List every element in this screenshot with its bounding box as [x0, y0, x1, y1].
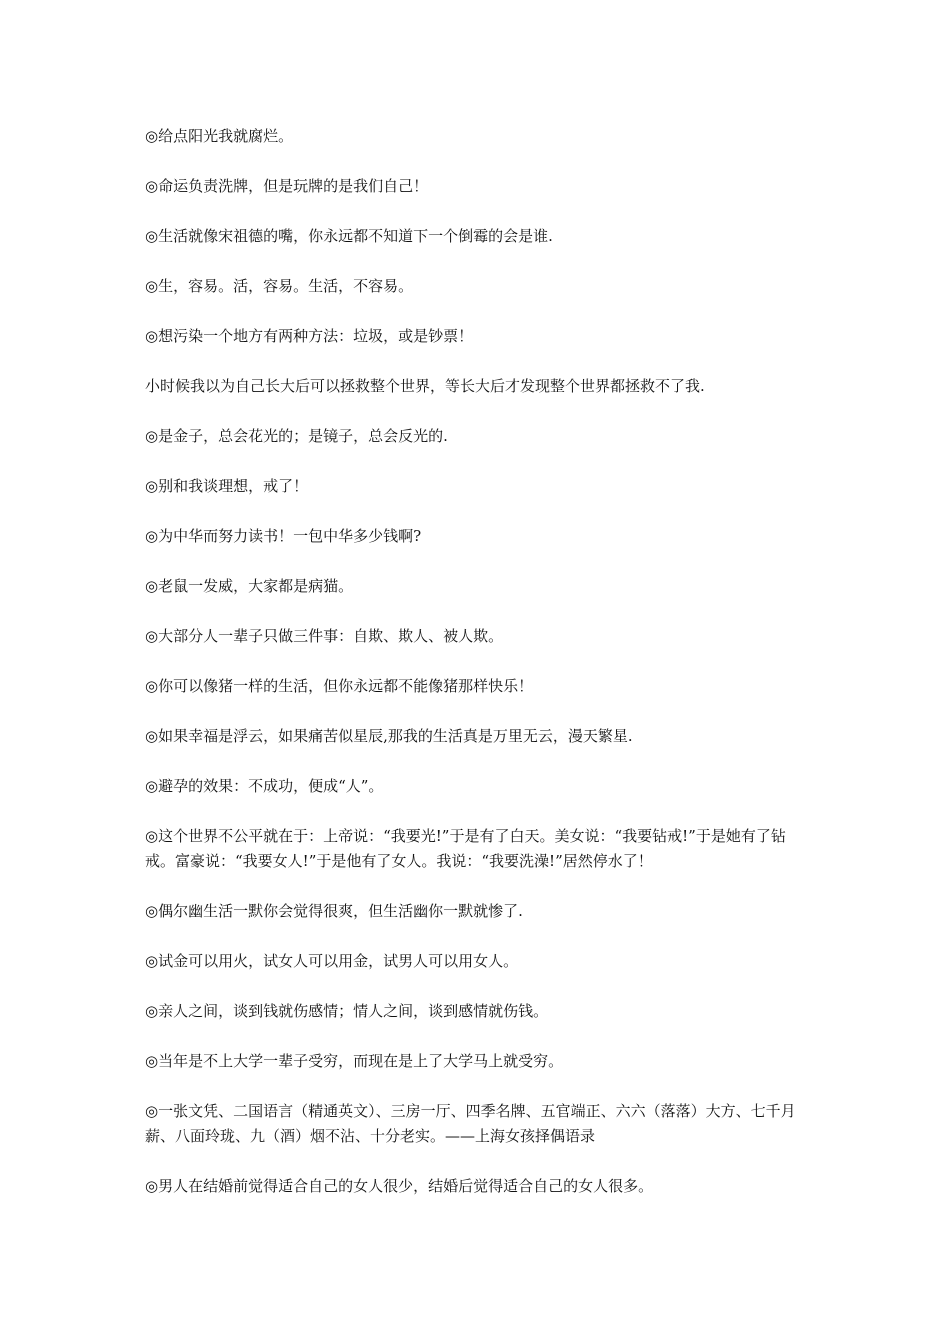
paragraph-6: 小时候我以为自己长大后可以拯救整个世界，等长大后才发现整个世界都拯救不了我. — [145, 377, 705, 395]
paragraph-10: ◎老鼠一发威，大家都是病猫。 — [145, 577, 354, 595]
paragraph-17: ◎试金可以用火，试女人可以用金，试男人可以用女人。 — [145, 952, 519, 970]
paragraph-19: ◎当年是不上大学一辈子受穷，而现在是上了大学马上就受穷。 — [145, 1052, 564, 1070]
paragraph-16: ◎偶尔幽生活一默你会觉得很爽，但生活幽你一默就惨了. — [145, 902, 523, 920]
paragraph-21: ◎男人在结婚前觉得适合自己的女人很少，结婚后觉得适合自己的女人很多。 — [145, 1177, 654, 1195]
paragraph-7: ◎是金子，总会花光的；是镜子，总会反光的. — [145, 427, 448, 445]
paragraph-5: ◎想污染一个地方有两种方法：垃圾，或是钞票！ — [145, 327, 474, 345]
paragraph-15: ◎这个世界不公平就在于：上帝说：“我要光!”于是有了白天。美女说：“我要钻戒!”于是她有了钻戒。富豪说：“我要女人!”于是他有了女人。我说：“我要洗澡!”居然停水了！ — [145, 827, 786, 870]
paragraph-9: ◎为中华而努力读书！一包中华多少钱啊? — [145, 527, 422, 545]
paragraph-14: ◎避孕的效果：不成功，便成“人”。 — [145, 777, 384, 795]
paragraph-2: ◎命运负责洗牌，但是玩牌的是我们自己！ — [145, 177, 429, 195]
paragraph-4: ◎生，容易。活，容易。生活，不容易。 — [145, 277, 414, 295]
paragraph-18: ◎亲人之间，谈到钱就伤感情；情人之间，谈到感情就伤钱。 — [145, 1002, 549, 1020]
document-body — [145, 124, 811, 1224]
paragraph-3: ◎生活就像宋祖德的嘴，你永远都不知道下一个倒霉的会是谁. — [145, 227, 553, 245]
paragraph-1: ◎给点阳光我就腐烂。 — [145, 127, 294, 145]
paragraph-20: ◎一张文凭、二国语言（精通英文）、三房一厅、四季名牌、五官端正、六六（落落）大方、七千月薪、八面玲珑、九（酒）烟不沾、十分老实。——上海女孩择偶语录 — [145, 1102, 796, 1145]
paragraph-8: ◎别和我谈理想，戒了！ — [145, 477, 309, 495]
paragraph-11: ◎大部分人一辈子只做三件事：自欺、欺人、被人欺。 — [145, 627, 504, 645]
paragraph-12: ◎你可以像猪一样的生活，但你永远都不能像猪那样快乐！ — [145, 677, 534, 695]
paragraph-13: ◎如果幸福是浮云，如果痛苦似星辰,那我的生活真是万里无云，漫天繁星. — [145, 727, 633, 745]
